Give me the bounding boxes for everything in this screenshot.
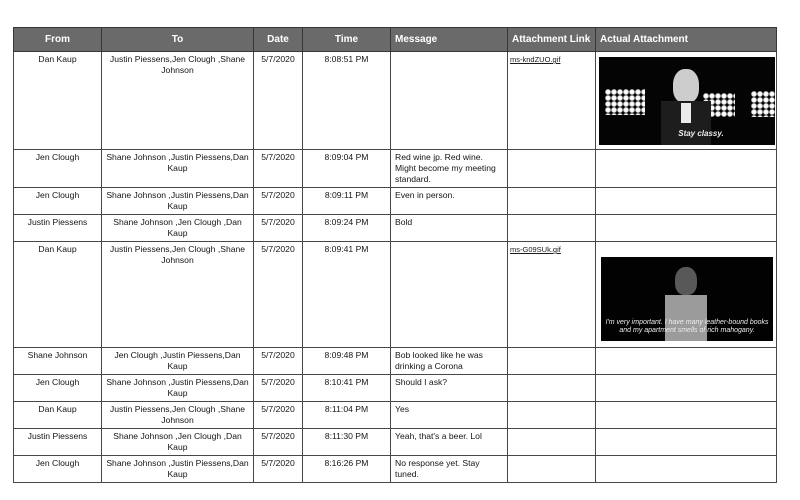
cell-message: Yes xyxy=(391,402,508,429)
cell-from: Jen Clough xyxy=(14,150,102,188)
cell-from: Jen Clough xyxy=(14,456,102,483)
studio-light-left xyxy=(605,89,645,115)
cell-actual-attachment xyxy=(596,402,777,429)
cell-date: 5/7/2020 xyxy=(254,188,303,215)
cell-to: Shane Johnson ,Justin Piessens,Dan Kaup xyxy=(102,456,254,483)
cell-to: Justin Piessens,Jen Clough ,Shane Johnson xyxy=(102,242,254,348)
cell-time: 8:11:04 PM xyxy=(303,402,391,429)
table-row xyxy=(14,52,777,150)
cell-to: Shane Johnson ,Justin Piessens,Dan Kaup xyxy=(102,188,254,215)
header-row xyxy=(14,28,777,52)
cell-to: Justin Piessens,Jen Clough ,Shane Johnson xyxy=(102,52,254,150)
cell-attachment-link xyxy=(508,242,596,348)
message-log-table xyxy=(13,27,777,483)
header-date: Date xyxy=(254,28,303,52)
cell-from: Dan Kaup xyxy=(14,402,102,429)
cell-message: Yeah, that's a beer. Lol xyxy=(391,429,508,456)
cell-actual-attachment xyxy=(596,188,777,215)
table-row xyxy=(14,242,777,348)
cell-actual-attachment xyxy=(596,215,777,242)
attachment-link[interactable]: ms-G09SUk.gif xyxy=(510,245,561,254)
table-row xyxy=(14,348,777,375)
cell-from: Dan Kaup xyxy=(14,52,102,150)
attachment-link[interactable]: ms-kndZUO.gif xyxy=(510,55,561,64)
cell-to: Jen Clough ,Justin Piessens,Dan Kaup xyxy=(102,348,254,375)
table-row xyxy=(14,375,777,402)
cell-message: Bob looked like he was drinking a Corona xyxy=(391,348,508,375)
cell-actual-attachment xyxy=(596,375,777,402)
table-row xyxy=(14,402,777,429)
gif-thumbnail-stay-classy[interactable] xyxy=(599,57,775,145)
cell-attachment-link xyxy=(508,52,596,150)
cell-from: Justin Piessens xyxy=(14,215,102,242)
cell-date: 5/7/2020 xyxy=(254,375,303,402)
cell-attachment-link xyxy=(508,402,596,429)
cell-message: Even in person. xyxy=(391,188,508,215)
cell-from: Dan Kaup xyxy=(14,242,102,348)
cell-from: Shane Johnson xyxy=(14,348,102,375)
cell-from: Justin Piessens xyxy=(14,429,102,456)
table-row xyxy=(14,188,777,215)
header-from: From xyxy=(14,28,102,52)
cell-message xyxy=(391,242,508,348)
cell-to: Shane Johnson ,Jen Clough ,Dan Kaup xyxy=(102,429,254,456)
cell-date: 5/7/2020 xyxy=(254,402,303,429)
anchorman-shirt xyxy=(681,103,691,123)
cell-date: 5/7/2020 xyxy=(254,52,303,150)
cell-to: Shane Johnson ,Justin Piessens,Dan Kaup xyxy=(102,375,254,402)
cell-time: 8:09:04 PM xyxy=(303,150,391,188)
gif-caption-1: Stay classy. xyxy=(678,129,724,138)
cell-time: 8:10:41 PM xyxy=(303,375,391,402)
header-time: Time xyxy=(303,28,391,52)
cell-actual-attachment xyxy=(596,348,777,375)
cell-from: Jen Clough xyxy=(14,188,102,215)
cell-message: No response yet. Stay tuned. xyxy=(391,456,508,483)
table-row xyxy=(14,150,777,188)
cell-from: Jen Clough xyxy=(14,375,102,402)
cell-time: 8:09:41 PM xyxy=(303,242,391,348)
cell-attachment-link xyxy=(508,375,596,402)
cell-attachment-link xyxy=(508,456,596,483)
cell-date: 5/7/2020 xyxy=(254,150,303,188)
cell-attachment-link xyxy=(508,348,596,375)
cell-date: 5/7/2020 xyxy=(254,215,303,242)
cell-actual-attachment xyxy=(596,242,777,348)
cell-time: 8:09:24 PM xyxy=(303,215,391,242)
studio-light-right xyxy=(751,91,775,117)
table-row xyxy=(14,456,777,483)
cell-to: Shane Johnson ,Jen Clough ,Dan Kaup xyxy=(102,215,254,242)
cell-time: 8:09:11 PM xyxy=(303,188,391,215)
cell-actual-attachment xyxy=(596,150,777,188)
header-attachment-link: Attachment Link xyxy=(508,28,596,52)
cell-date: 5/7/2020 xyxy=(254,429,303,456)
cell-time: 8:08:51 PM xyxy=(303,52,391,150)
cell-to: Justin Piessens,Jen Clough ,Shane Johnson xyxy=(102,402,254,429)
cell-message: Red wine jp. Red wine. Might become my meeting standard. xyxy=(391,150,508,188)
cell-time: 8:11:30 PM xyxy=(303,429,391,456)
cell-actual-attachment xyxy=(596,52,777,150)
cell-message: Bold xyxy=(391,215,508,242)
cell-date: 5/7/2020 xyxy=(254,456,303,483)
cell-attachment-link xyxy=(508,188,596,215)
message-log-sheet xyxy=(13,27,776,483)
cell-message xyxy=(391,52,508,150)
cell-to: Shane Johnson ,Justin Piessens,Dan Kaup xyxy=(102,150,254,188)
header-to: To xyxy=(102,28,254,52)
gif-caption-2: I'm very important. I have many leather-bound books and my apartment smells of rich mahogany. xyxy=(605,319,769,334)
table-row xyxy=(14,429,777,456)
cell-actual-attachment xyxy=(596,456,777,483)
header-actual-attachment: Actual Attachment xyxy=(596,28,777,52)
cell-time: 8:16:26 PM xyxy=(303,456,391,483)
cell-attachment-link xyxy=(508,150,596,188)
cell-message: Should I ask? xyxy=(391,375,508,402)
anchorman-figure-head xyxy=(675,267,697,295)
cell-date: 5/7/2020 xyxy=(254,348,303,375)
cell-date: 5/7/2020 xyxy=(254,242,303,348)
gif-thumbnail-leather-bound-books[interactable] xyxy=(601,257,773,341)
cell-time: 8:09:48 PM xyxy=(303,348,391,375)
table-row xyxy=(14,215,777,242)
cell-actual-attachment xyxy=(596,429,777,456)
cell-attachment-link xyxy=(508,215,596,242)
header-message: Message xyxy=(391,28,508,52)
anchorman-figure-head xyxy=(673,69,699,103)
cell-attachment-link xyxy=(508,429,596,456)
